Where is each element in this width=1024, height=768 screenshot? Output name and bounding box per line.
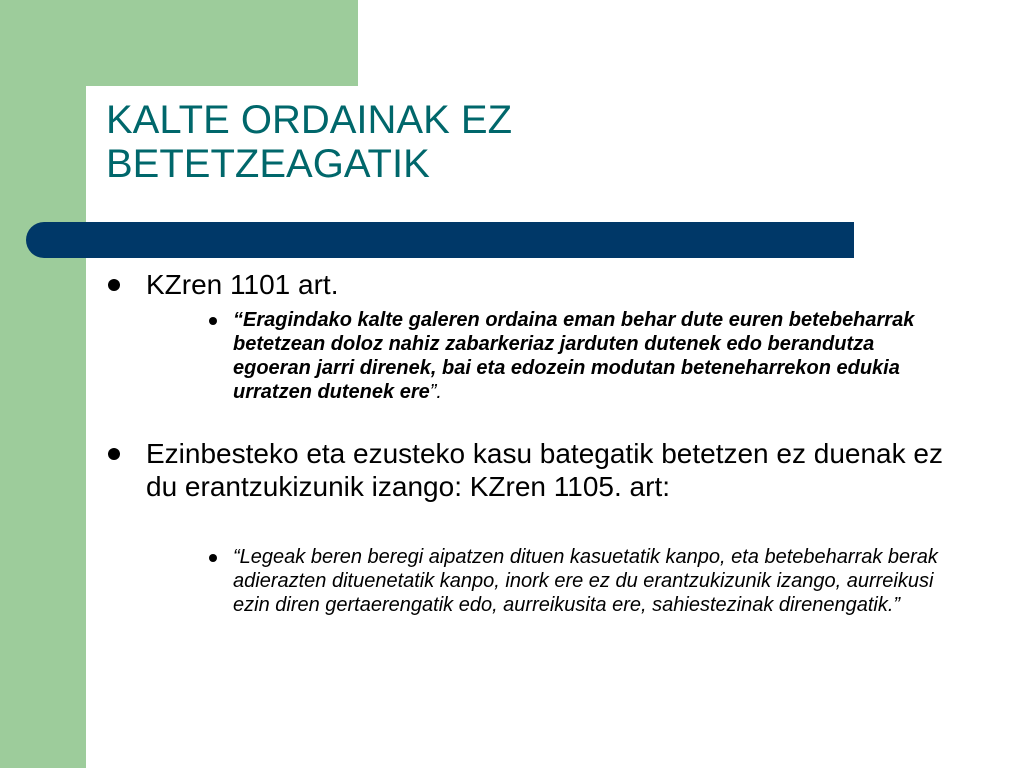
sub-bullet-item-1 — [233, 308, 953, 404]
bullet-item-1 — [146, 268, 946, 301]
sub-bullet-dot-icon — [209, 554, 217, 562]
bullet-dot-icon — [108, 448, 120, 460]
slide-title-line-2: BETETZEAGATIK — [106, 142, 430, 186]
sub-bullet-item-2 — [233, 545, 953, 617]
sub-bullet-item-2-text: “Legeak beren beregi aipatzen dituen kasuetatik kanpo, eta betebeharrak berak adierazten dituenetatik kanpo, inork ere ez du erantzukizunik izango, aurreikusi ezin diren gertaerengatik edo, aurreikusita ere, sahiestezinak direnengatik.” — [233, 546, 938, 616]
sub-bullet-item-1-text: “Eragindako kalte galeren ordaina eman behar dute euren betebeharrak betetzean doloz nahiz zabarkeriaz jarduten dutenek edo berandutza egoeran jarri direnek, bai eta edozein modutan beteneharrekon edukia urratzen dutenek ere — [233, 309, 915, 403]
bullet-item-2 — [146, 437, 946, 503]
sub-bullet-dot-icon — [209, 317, 217, 325]
bullet-item-2-text: Ezinbesteko eta ezusteko kasu bategatik betetzen ez duenak ez du erantzukizunik izango: KZren 1105. art: — [146, 438, 943, 502]
bullet-item-1-text: KZren 1101 art. — [146, 269, 339, 300]
slide-title-line-1: KALTE ORDAINAK EZ — [106, 98, 513, 142]
sub-bullet-item-1-tail: ”. — [429, 381, 442, 403]
bullet-dot-icon — [108, 279, 120, 291]
